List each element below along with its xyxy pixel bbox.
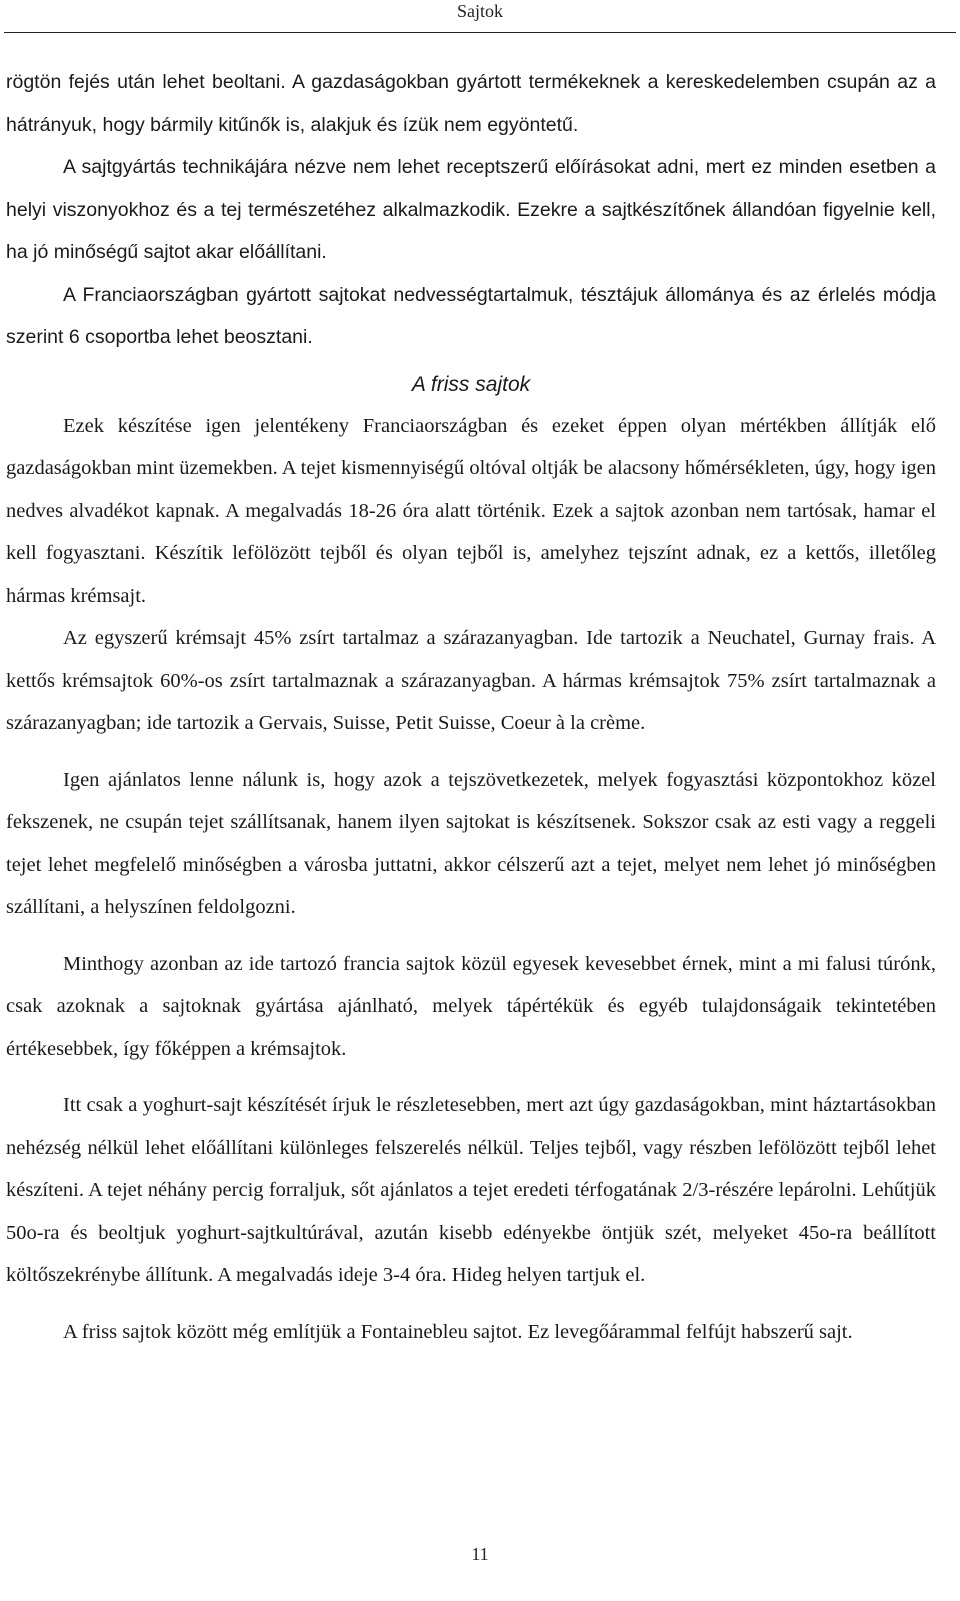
paragraph-classification: A Franciaországban gyártott sajtokat nedvességtartalmuk, tésztájuk állománya és az érlelés módja szerint 6 csoportba lehet beosztani. <box>6 283 936 348</box>
document-body <box>6 61 936 1353</box>
paragraph-yoghurt-cheese: Itt csak a yoghurt-sajt készítését írjuk le részletesebben, mert azt úgy gazdaságokban, mint háztartásokban nehézség nélkül lehet előállítani különleges felszerelés nélkül. Teljes tejből, vagy részben lefölözött tejből lehet készíteni. A tejet néhány percig forraljuk, sőt ajánlatos a tejet eredeti térfogatának 2/3-részére lepárolni. Lehűtjük 50o-ra és beoltjuk yoghurt-sajtkultúrával, azután kisebb edényekbe öntjük szét, melyeket 45o-ra beállított költőszekrénybe állítunk. A megalvadás ideje 3-4 óra. Hideg helyen tartjuk el. <box>6 1094 936 1286</box>
paragraph-continued: rögtön fejés után lehet beoltani. A gazdaságokban gyártott termékeknek a kereskedelemben csupán az a hátrányuk, hogy bármily kitűnők is, alakjuk és ízük nem egyöntetű. <box>6 71 936 136</box>
paragraph-value: Minthogy azonban az ide tartozó francia sajtok közül egyesek kevesebbet érnek, mint a mi falusi túrónk, csak azoknak a sajtoknak gyártása ajánlható, melyek tápértékük és egyéb tulajdonságaik tekintetében értékesebbek, így főképpen a krémsajtok. <box>6 952 936 1060</box>
paragraph-recommendation: Igen ajánlatos lenne nálunk is, hogy azok a tejszövetkezetek, melyek fogyasztási központokhoz közel fekszenek, ne csupán tejet szállítsanak, hanem ilyen sajtokat is készítsenek. Sokszor csak az esti vagy a reggeli tejet lehet megfelelő minőségben a városba juttatni, akkor célszerű azt a tejet, melyet nem lehet jó minőségben szállítani, a helyszínen feldolgozni. <box>6 768 936 918</box>
paragraph-technique: A sajtgyártás technikájára nézve nem lehet receptszerű előírásokat adni, mert ez minden esetben a helyi viszonyokhoz és a tej természetéhez alkalmazkodik. Ezekre a sajtkészítőnek állandóan figyelnie kell, ha jó minőségű sajtot akar előállítani. <box>6 156 936 263</box>
section-heading: A friss sajtok <box>411 372 531 396</box>
page-number: 11 <box>471 1544 489 1564</box>
paragraph-fontainebleu: A friss sajtok között még említjük a Fontainebleu sajtot. Ez levegőárammal felfújt habszerű sajt. <box>63 1320 853 1343</box>
paragraph-fresh-cheese-production: Ezek készítése igen jelentékeny Franciaországban és ezeket éppen olyan mértékben állítják elő gazdaságokban mint üzemekben. A tejet kismennyiségű oltóval oltják be alacsony hőmérsékleten, úgy, hogy igen nedves alvadékot kapnak. A megalvadás 18-26 óra alatt történik. Ezek a sajtok azonban nem tartósak, hamar el kell fogyasztani. Készítik lefölözött tejből és olyan tejből is, amelyhez tejszínt adnak, ez a kettős, illetőleg hármas krémsajt. <box>6 414 936 607</box>
header-divider <box>4 32 956 33</box>
running-header: Sajtok <box>456 1 503 21</box>
paragraph-cream-cheese-fat: Az egyszerű krémsajt 45% zsírt tartalmaz a szárazanyagban. Ide tartozik a Neuchatel, Gurnay frais. A kettős krémsajtok 60%-os zsírt tartalmaznak a szárazanyagban. A hármas krémsajtok 75% zsírt tartalmaznak a szárazanyagban; ide tartozik a Gervais, Suisse, Petit Suisse, Coeur à la crème. <box>6 627 936 734</box>
